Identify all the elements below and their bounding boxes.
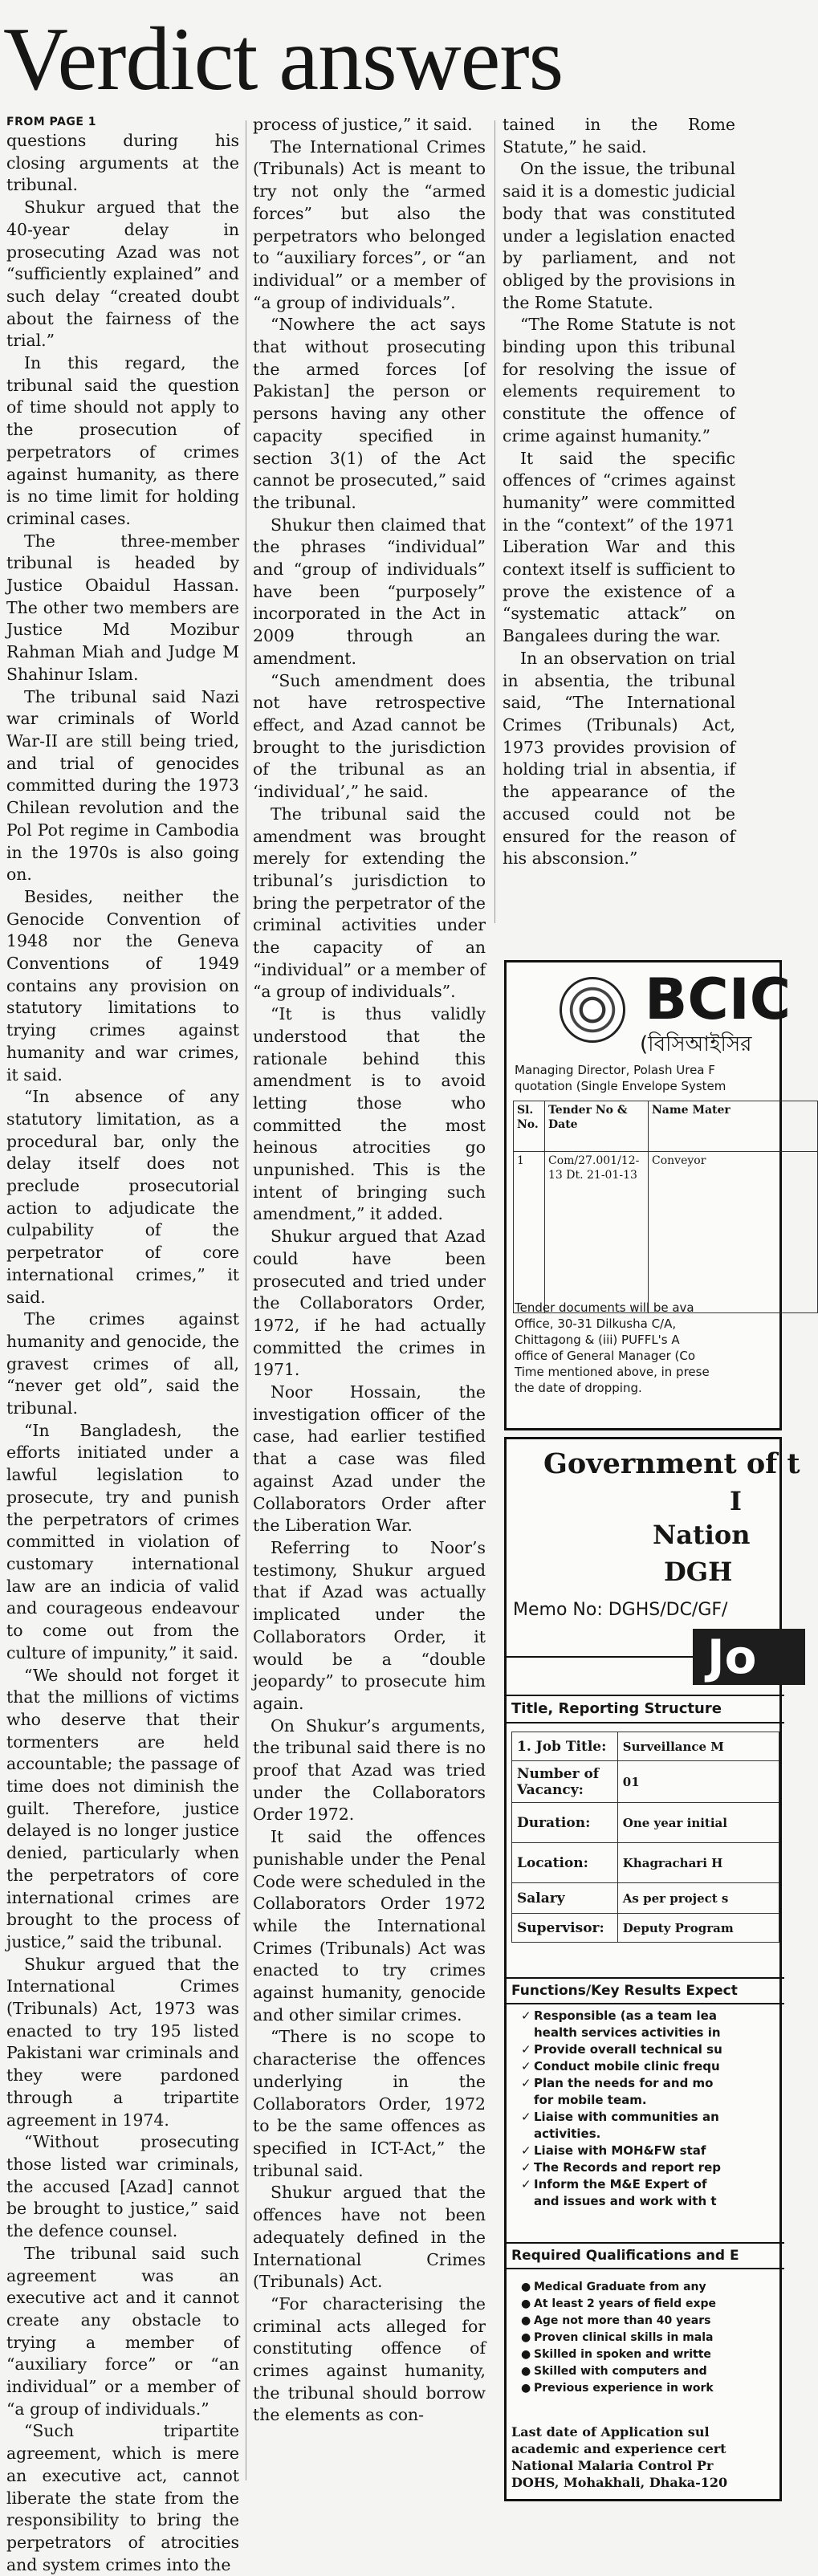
job-detail-label: Duration: xyxy=(512,1803,618,1843)
list-item: ● Age not more than 40 years xyxy=(521,2313,786,2330)
job-detail-label: Location: xyxy=(512,1843,618,1883)
job-ad-government: Government of t xyxy=(543,1447,800,1480)
headline: Verdict answers xyxy=(3,10,564,109)
check-icon: ✓ xyxy=(521,2110,531,2124)
job-detail-label: Salary xyxy=(512,1883,618,1914)
paragraph: It said the offences punishable under the Penal Code were scheduled in the Collaborators Order 1972 while the International Crimes (Tribunals) Act was enacted to try crimes against humanity, genocide and other similar crimes. xyxy=(253,1827,486,2025)
article-column-2 xyxy=(253,114,486,2480)
bcic-tender-ad xyxy=(504,960,792,1430)
bullet-icon: ● xyxy=(521,2365,531,2378)
job-detail-value: One year initial xyxy=(617,1803,779,1843)
list-item: health services activities in xyxy=(534,2025,721,2040)
ad-footer-line: Chittagong & (iii) PUFFL's A xyxy=(515,1333,680,1347)
paragraph: “Such amendment does not have retrospective effect, and Azad cannot be brought to the jurisdiction of the tribunal as an ‘individual’,” he said. xyxy=(253,670,486,802)
check-icon: ✓ xyxy=(521,2143,531,2158)
tender-table-header: Sl. No. xyxy=(514,1101,545,1152)
list-item: ✓ Conduct mobile clinic frequ xyxy=(521,2059,720,2073)
paragraph: Shukur argued that the International Crimes (Tribunals) Act, 1973 was enacted to try 195 listed Pakistani war criminals and they were pardoned through a tripartite agreement in 1974. xyxy=(6,1954,239,2130)
divider xyxy=(507,1656,693,1658)
check-icon: ✓ xyxy=(521,2042,531,2057)
job-ad-footer-line: academic and experience cert xyxy=(511,2441,726,2456)
bullet-icon: ● xyxy=(521,2297,531,2310)
functions-title: Functions/Key Results Expect xyxy=(507,1977,784,2004)
list-item: and issues and work with t xyxy=(534,2194,717,2208)
list-item: activities. xyxy=(534,2126,601,2141)
tender-table-cell: Com/27.001/12-13 Dt. 21-01-13 xyxy=(545,1152,649,1313)
paragraph: process of justice,” it said. xyxy=(253,115,473,134)
ad-footer-line: Time mentioned above, in prese xyxy=(515,1365,710,1379)
tender-table-cell: Conveyor xyxy=(649,1152,818,1313)
ad-subtitle: (বিসিআইসির xyxy=(640,1032,752,1056)
paragraph: “Such tripartite agreement, which is mere an executive act, cannot liberate the state from the responsibility to bring the perpetrators of atrocities and system crimes into the xyxy=(6,2421,239,2574)
qualifications-title: Required Qualifications and E xyxy=(507,2242,784,2269)
tender-table-header: Name Mater xyxy=(649,1101,818,1152)
list-item: ✓ Inform the M&E Expert of xyxy=(521,2177,707,2191)
paragraph: The tribunal said Nazi war criminals of World War-II are still being tried, and trial of genocides committed during the 1973 Chilean revolution and the Pol Pot regime in Cambodia in the 1970s is also going on. xyxy=(6,686,239,885)
paragraph: “In absence of any statutory limitation, as a procedural bar, only the delay itself does not preclude prosecutorial action to adjudicate the culpability of the perpetrator of core international crimes,” it said. xyxy=(6,1087,239,1307)
paragraph: Shukur then claimed that the phrases “individual” and “group of individuals” have been “purposely” incorporated in the Act in 2009 through an amendment. xyxy=(253,515,486,668)
paragraph: On the issue, the tribunal said it is a domestic judicial body that was constituted under a legislation enacted by parliament, and not obliged by the provisions in the Rome Statute. xyxy=(503,159,735,312)
job-ad-section-title: Title, Reporting Structure xyxy=(507,1695,784,1723)
list-item: for mobile team. xyxy=(534,2093,647,2107)
paragraph: questions during his closing arguments at the tribunal. xyxy=(6,131,239,195)
paragraph: The tribunal said such agreement was an executive act and it cannot create any obstacle to trying a member of “auxiliary force” or “an individual” or a member of “a group of individuals.” xyxy=(6,2243,239,2419)
article-column-1 xyxy=(6,114,239,2574)
paragraph: It said the specific offences of “crimes against humanity” were committed in the “context” of the 1971 Liberation War and this context itself is sufficient to prove the existence of a “systematic attack” on Bangalees during the war. xyxy=(503,448,735,646)
job-ad-nation: Nation xyxy=(653,1520,751,1550)
kicker: FROM PAGE 1 xyxy=(6,116,97,128)
job-ad-footer xyxy=(511,2423,800,2491)
job-detail-label: Supervisor: xyxy=(512,1914,618,1943)
list-item: ● Medical Graduate from any xyxy=(521,2279,786,2296)
list-item: ● Previous experience in work xyxy=(521,2380,786,2397)
list-item: ✓ Liaise with communities an xyxy=(521,2110,719,2124)
check-icon: ✓ xyxy=(521,2008,531,2023)
paragraph: Besides, neither the Genocide Convention of 1948 nor the Geneva Conventions of 1949 contains any provision on statutory limitations to trying crimes against humanity and war crimes, it said. xyxy=(6,886,239,1085)
job-ad-dgh: DGH xyxy=(664,1557,733,1587)
paragraph: In an observation on trial in absentia, the tribunal said, “The International Crimes (Tribunals) Act, 1973 provides provision of holding trial in absentia, if the appearance of the accused could not be ensured for the reason of his absconsion.” xyxy=(503,648,735,869)
paragraph: “Without prosecuting those listed war criminals, the accused [Azad] cannot be brought to justice,” said the defence counsel. xyxy=(6,2132,239,2241)
bullet-icon: ● xyxy=(521,2314,531,2327)
qualifications-list xyxy=(521,2279,786,2397)
ad-intro xyxy=(515,1062,804,1094)
job-detail-value: Deputy Program xyxy=(617,1914,779,1943)
list-item: ● Skilled with computers and xyxy=(521,2363,786,2380)
ad-title: BCIC xyxy=(645,967,792,1032)
list-item: ✓ Liaise with MOH&FW staf xyxy=(521,2143,706,2158)
list-item: ✓ Responsible (as a team lea xyxy=(521,2008,717,2023)
ad-intro-line: Managing Director, Polash Urea F xyxy=(515,1063,715,1077)
paragraph: The International Crimes (Tribunals) Act is meant to try not only the “armed forces” but also the perpetrators who belonged to “auxiliary forces”, or “an individual” or a member of “a group of individuals”. xyxy=(253,136,486,312)
paragraph: The tribunal said the amendment was brought merely for extending the tribunal’s jurisdiction to bring the perpetrator of the criminal activities under the capacity of an “individual” or a member of “a group of individuals”. xyxy=(253,804,486,1002)
bullet-icon: ● xyxy=(521,2382,531,2395)
column-rule-2 xyxy=(494,120,495,923)
check-icon: ✓ xyxy=(521,2059,531,2073)
ad-footer-line: office of General Manager (Co xyxy=(515,1349,696,1363)
ad-intro-line: quotation (Single Envelope System xyxy=(515,1079,726,1093)
paragraph: The three-member tribunal is headed by Justice Obaidul Hassan. The other two members are Justice Md Mozibur Rahman Miah and Judge M Shahinur Islam. xyxy=(6,531,239,684)
job-detail-value: As per project s xyxy=(617,1883,779,1914)
paragraph: On Shukur’s arguments, the tribunal said there is no proof that Azad was tried under the Collaborators Order 1972. xyxy=(253,1715,486,1825)
job-ad xyxy=(504,1437,800,2501)
tender-table-cell: 1 xyxy=(514,1152,545,1313)
check-icon: ✓ xyxy=(521,2177,531,2191)
ad-footer-line: Office, 30-31 Dilkusha C/A, xyxy=(515,1316,677,1331)
ad-footer-line: the date of dropping. xyxy=(515,1381,642,1395)
bullet-icon: ● xyxy=(521,2281,531,2293)
paragraph: “The Rome Statute is not binding upon this tribunal for resolving the issue of elements requirement to constitute the offence of crime against humanity.” xyxy=(503,315,735,446)
paragraph: “In Bangladesh, the efforts initiated under a lawful legislation to prosecute, try and punish the perpetrators of crimes committed in violation of customary international law are an indicia of valid and courageous endeavour to come out from the culture of impunity,” it said. xyxy=(6,1420,239,1662)
ad-footer-line: Tender documents will be ava xyxy=(515,1300,694,1315)
tender-table xyxy=(513,1101,818,1313)
list-item: ● Proven clinical skills in mala xyxy=(521,2330,786,2346)
job-ad-footer-line: National Malaria Control Pr xyxy=(511,2458,714,2473)
bullet-icon: ● xyxy=(521,2331,531,2344)
paragraph: “We should not forget it that the millions of victims who deserve that their tormenters are held accountable; the passage of time does not diminish the guilt. Therefore, justice delayed is no longer justice denied, particularly when the perpetrators of core international crimes are brought to the process of justice,” said the tribunal. xyxy=(6,1665,239,1951)
job-detail-label: Number of Vacancy: xyxy=(512,1761,618,1803)
job-ad-footer-line: Last date of Application sul xyxy=(511,2424,710,2440)
job-detail-value: 01 xyxy=(617,1761,779,1803)
job-details-table xyxy=(511,1732,779,1943)
article-column-3 xyxy=(503,114,735,929)
paragraph: “It is thus validly understood that the rationale behind this amendment is to avoid letting those who committed the most heinous atrocities go unpunished. This is the intent of bringing such amendment,” it added. xyxy=(253,1004,486,1224)
paragraph: Noor Hossain, the investigation officer of the case, had earlier testified that a case was filed against Azad under the Collaborators Order after the Liberation War. xyxy=(253,1382,486,1536)
list-item: ● At least 2 years of field expe xyxy=(521,2296,786,2313)
ad-footer xyxy=(515,1300,804,1396)
list-item: ● Skilled in spoken and writte xyxy=(521,2346,786,2363)
functions-list xyxy=(521,2008,786,2210)
list-item: ✓ The Records and report rep xyxy=(521,2160,721,2175)
job-detail-value: Surveillance M xyxy=(617,1732,779,1761)
job-ad-memo: Memo No: DGHS/DC/GF/ xyxy=(513,1600,728,1620)
paragraph: “Nowhere the act says that without prosecuting the armed forces [of Pakistan] the person or persons having any other capacity specified in section 3(1) of the Act cannot be prosecuted,” said the tribunal. xyxy=(253,315,486,512)
paragraph: Shukur argued that the 40-year delay in prosecuting Azad was not “sufficiently explained” and such delay “created doubt about the fairness of the trial.” xyxy=(6,197,239,351)
paragraph: Shukur argued that the offences have not been adequately defined in the International Crimes (Tribunals) Act. xyxy=(253,2183,486,2292)
job-ad-line2: I xyxy=(730,1486,742,1516)
paragraph: tained in the Rome Statute,” he said. xyxy=(503,115,735,157)
bullet-icon: ● xyxy=(521,2348,531,2361)
tender-table-header: Tender No & Date xyxy=(545,1101,649,1152)
paragraph: “For characterising the criminal acts alleged for constituting offence of crimes against humanity, the tribunal should borrow the elements as con- xyxy=(253,2293,486,2425)
job-detail-label: 1. Job Title: xyxy=(512,1732,618,1761)
job-ad-footer-line: DOHS, Mohakhali, Dhaka-120 xyxy=(511,2475,728,2490)
job-ad-banner: Jo xyxy=(693,1629,805,1685)
paragraph: In this regard, the tribunal said the question of time should not apply to the prosecution of perpetrators of crimes against humanity, as there is no time limit for holding criminal cases. xyxy=(6,353,239,528)
bcic-logo-icon xyxy=(560,977,625,1043)
paragraph: Referring to Noor’s testimony, Shukur argued that if Azad was actually implicated under the Collaborators Order, it would be a “double jeopardy” to prosecute him again. xyxy=(253,1538,486,1713)
check-icon: ✓ xyxy=(521,2076,531,2090)
paragraph: The crimes against humanity and genocide, the gravest crimes of all, “never get old”, said the tribunal. xyxy=(6,1309,239,1418)
list-item: ✓ Provide overall technical su xyxy=(521,2042,722,2057)
check-icon: ✓ xyxy=(521,2160,531,2175)
paragraph: “There is no scope to characterise the offences underlying in the Collaborators Order, 1972 to be the same offences as specified in ICT-Act,” the tribunal said. xyxy=(253,2027,486,2180)
paragraph: Shukur argued that Azad could have been prosecuted and tried under the Collaborators Order, 1972, if he had actually committed the crimes in 1971. xyxy=(253,1227,486,1380)
job-detail-value: Khagrachari H xyxy=(617,1843,779,1883)
list-item: ✓ Plan the needs for and mo xyxy=(521,2076,714,2090)
